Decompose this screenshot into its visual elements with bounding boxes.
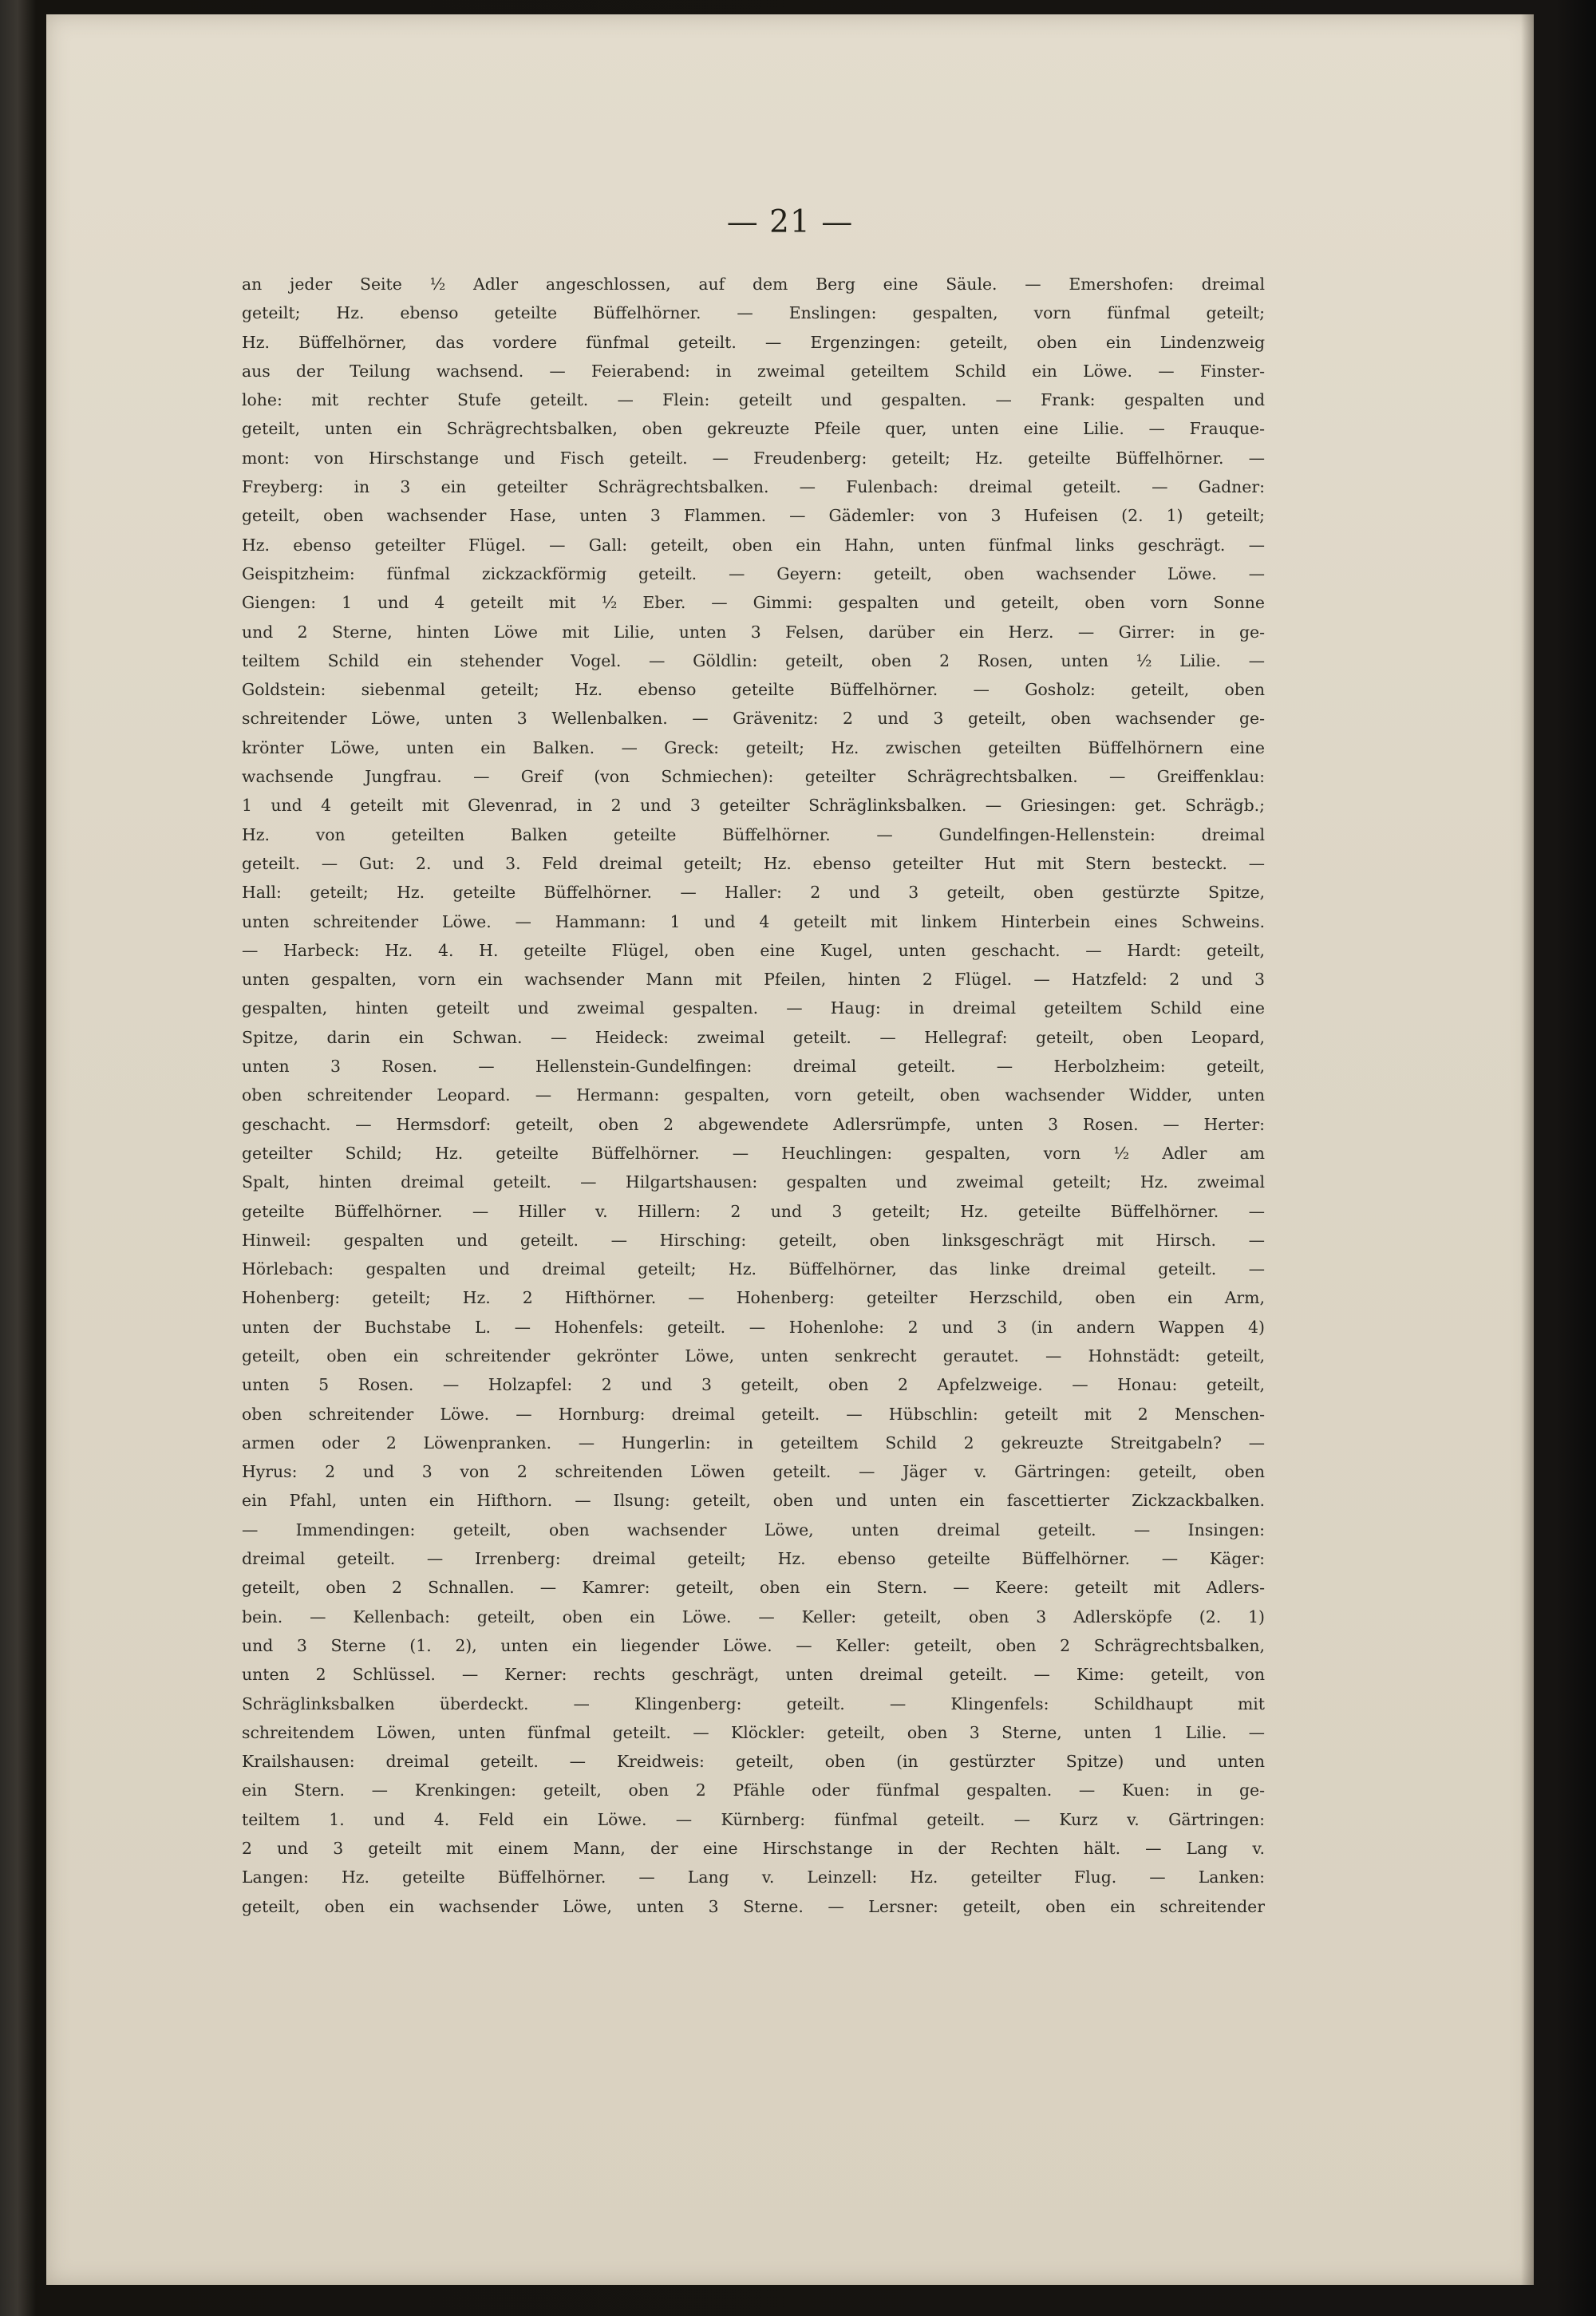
text-line: Spitze, darin ein Schwan. — Heideck: zweimal geteilt. — Hellegraf: geteilt, oben Leopard, <box>242 1027 1265 1047</box>
book-page <box>46 14 1534 2285</box>
text-line: Schräglinksbalken überdeckt. — Klingenberg: geteilt. — Klingenfels: Schildhaupt mit <box>242 1694 1265 1713</box>
text-line: Hz. Büffelhörner, das vordere fünfmal geteilt. — Ergenzingen: geteilt, oben ein Lindenzweig <box>242 332 1265 352</box>
text-line: geteilt, oben ein schreitender gekrönter Löwe, unten senkrecht gerautet. — Hohnstädt: geteilt, <box>242 1346 1265 1365</box>
text-line: unten der Buchstabe L. — Hohenfels: geteilt. — Hohenlohe: 2 und 3 (in andern Wappen 4) <box>242 1317 1265 1337</box>
body-text <box>242 270 1265 1921</box>
text-line: — Immendingen: geteilt, oben wachsender Löwe, unten dreimal geteilt. — Insingen: <box>242 1520 1265 1539</box>
text-line: Langen: Hz. geteilte Büffelhörner. — Lang v. Leinzell: Hz. geteilter Flug. — Lanken: <box>242 1867 1265 1887</box>
text-line: geschacht. — Hermsdorf: geteilt, oben 2 abgewendete Adlersrümpfe, unten 3 Rosen. — Herter: <box>242 1114 1265 1134</box>
text-line: Giengen: 1 und 4 geteilt mit ½ Eber. — Gimmi: gespalten und geteilt, oben vorn Sonne <box>242 593 1265 613</box>
text-line: Spalt, hinten dreimal geteilt. — Hilgartshausen: gespalten und zweimal geteilt; Hz. zweimal <box>242 1172 1265 1192</box>
text-line: ein Pfahl, unten ein Hifthorn. — Ilsung: geteilt, oben und unten ein fascettierter Zickzackbalken. <box>242 1491 1265 1511</box>
text-line: und 2 Sterne, hinten Löwe mit Lilie, unten 3 Felsen, darüber ein Herz. — Girrer: in ge- <box>242 622 1265 642</box>
text-line: geteilter Schild; Hz. geteilte Büffelhörner. — Heuchlingen: gespalten, vorn ½ Adler am <box>242 1143 1265 1163</box>
text-line: wachsende Jungfrau. — Greif (von Schmiechen): geteilter Schrägrechtsbalken. — Greiffenklau: <box>242 767 1265 787</box>
page-edge-shadow <box>1521 14 1534 2285</box>
text-line: Hyrus: 2 und 3 von 2 schreitenden Löwen geteilt. — Jäger v. Gärtringen: geteilt, oben <box>242 1462 1265 1482</box>
text-line: geteilt, oben wachsender Hase, unten 3 Flammen. — Gädemler: von 3 Hufeisen (2. 1) geteilt; <box>242 506 1265 526</box>
page-number: — 21 — <box>726 204 854 240</box>
text-line: Hz. von geteilten Balken geteilte Büffelhörner. — Gundelfingen-Hellenstein: dreimal <box>242 824 1265 844</box>
text-line: dreimal geteilt. — Irrenberg: dreimal geteilt; Hz. ebenso geteilte Büffelhörner. — Käger: <box>242 1549 1265 1569</box>
text-line: und 3 Sterne (1. 2), unten ein liegender Löwe. — Keller: geteilt, oben 2 Schrägrechtsbalken, <box>242 1635 1265 1655</box>
text-line: gespalten, hinten geteilt und zweimal gespalten. — Haug: in dreimal geteiltem Schild eine <box>242 998 1265 1018</box>
text-line: armen oder 2 Löwenpranken. — Hungerlin: in geteiltem Schild 2 gekreuzte Streitgabeln? — <box>242 1433 1265 1452</box>
text-line: Hz. ebenso geteilter Flügel. — Gall: geteilt, oben ein Hahn, unten fünfmal links geschrägt. — <box>242 535 1265 555</box>
text-line: Hohenberg: geteilt; Hz. 2 Hifthörner. — Hohenberg: geteilter Herzschild, oben ein Arm, <box>242 1288 1265 1308</box>
text-line: Freyberg: in 3 ein geteilter Schrägrechtsbalken. — Fulenbach: dreimal geteilt. — Gadner: <box>242 477 1265 497</box>
text-line: unten 3 Rosen. — Hellenstein-Gundelfingen: dreimal geteilt. — Herbolzheim: geteilt, <box>242 1057 1265 1077</box>
text-line: ein Stern. — Krenkingen: geteilt, oben 2 Pfähle oder fünfmal gespalten. — Kuen: in ge- <box>242 1780 1265 1800</box>
text-line: geteilte Büffelhörner. — Hiller v. Hillern: 2 und 3 geteilt; Hz. geteilte Büffelhörner. — <box>242 1201 1265 1221</box>
text-line: Geispitzheim: fünfmal zickzackförmig geteilt. — Geyern: geteilt, oben wachsender Löwe. — <box>242 563 1265 583</box>
text-line: unten 2 Schlüssel. — Kerner: rechts geschrägt, unten dreimal geteilt. — Kime: geteilt, von <box>242 1665 1265 1685</box>
text-line: lohe: mit rechter Stufe geteilt. — Flein: geteilt und gespalten. — Frank: gespalten und <box>242 390 1265 410</box>
text-line: geteilt, oben ein wachsender Löwe, unten 3 Sterne. — Lersner: geteilt, oben ein schreitender <box>242 1896 1265 1916</box>
text-line: Hinweil: gespalten und geteilt. — Hirsching: geteilt, oben linksgeschrägt mit Hirsch. — <box>242 1230 1265 1250</box>
text-line: geteilt. — Gut: 2. und 3. Feld dreimal geteilt; Hz. ebenso geteilter Hut mit Stern besteckt. — <box>242 853 1265 873</box>
text-line: schreitender Löwe, unten 3 Wellenbalken. — Grävenitz: 2 und 3 geteilt, oben wachsender ge- <box>242 709 1265 729</box>
text-line: geteilt, oben 2 Schnallen. — Kamrer: geteilt, oben ein Stern. — Keere: geteilt mit Adlers- <box>242 1578 1265 1598</box>
text-line: Hall: geteilt; Hz. geteilte Büffelhörner. — Haller: 2 und 3 geteilt, oben gestürzte Spitze, <box>242 883 1265 903</box>
text-line: Goldstein: siebenmal geteilt; Hz. ebenso geteilte Büffelhörner. — Gosholz: geteilt, oben <box>242 680 1265 700</box>
text-line: unten gespalten, vorn ein wachsender Mann mit Pfeilen, hinten 2 Flügel. — Hatzfeld: 2 und 3 <box>242 970 1265 990</box>
text-line: geteilt, unten ein Schrägrechtsbalken, oben gekreuzte Pfeile quer, unten eine Lilie. — Frauque- <box>242 419 1265 439</box>
text-line: 2 und 3 geteilt mit einem Mann, der eine Hirschstange in der Rechten hält. — Lang v. <box>242 1839 1265 1859</box>
text-line: Hörlebach: gespalten und dreimal geteilt; Hz. Büffelhörner, das linke dreimal geteilt. — <box>242 1259 1265 1279</box>
text-line: Krailshausen: dreimal geteilt. — Kreidweis: geteilt, oben (in gestürzter Spitze) und unten <box>242 1752 1265 1772</box>
text-line: schreitendem Löwen, unten fünfmal geteilt. — Klöckler: geteilt, oben 3 Sterne, unten 1 Lilie. — <box>242 1722 1265 1742</box>
text-line: aus der Teilung wachsend. — Feierabend: in zweimal geteiltem Schild ein Löwe. — Finster- <box>242 361 1265 381</box>
text-line: — Harbeck: Hz. 4. H. geteilte Flügel, oben eine Kugel, unten geschacht. — Hardt: geteilt, <box>242 940 1265 960</box>
text-line: oben schreitender Leopard. — Hermann: gespalten, vorn geteilt, oben wachsender Widder, unten <box>242 1085 1265 1105</box>
text-line: 1 und 4 geteilt mit Glevenrad, in 2 und 3 geteilter Schräglinksbalken. — Griesingen: get. Schrägb.; <box>242 796 1265 816</box>
text-line: mont: von Hirschstange und Fisch geteilt. — Freudenberg: geteilt; Hz. geteilte Büffelhörner. — <box>242 448 1265 468</box>
text-line: teiltem 1. und 4. Feld ein Löwe. — Kürnberg: fünfmal geteilt. — Kurz v. Gärtringen: <box>242 1809 1265 1829</box>
text-line: geteilt; Hz. ebenso geteilte Büffelhörner. — Enslingen: gespalten, vorn fünfmal geteilt; <box>242 303 1265 323</box>
text-line: oben schreitender Löwe. — Hornburg: dreimal geteilt. — Hübschlin: geteilt mit 2 Menschen- <box>242 1404 1265 1424</box>
text-line: krönter Löwe, unten ein Balken. — Greck: geteilt; Hz. zwischen geteilten Büffelhörnern eine <box>242 737 1265 757</box>
text-line: bein. — Kellenbach: geteilt, oben ein Löwe. — Keller: geteilt, oben 3 Adlersköpfe (2. 1) <box>242 1607 1265 1626</box>
text-line: unten schreitender Löwe. — Hammann: 1 und 4 geteilt mit linkem Hinterbein eines Schweins. <box>242 911 1265 931</box>
text-line: teiltem Schild ein stehender Vogel. — Göldlin: geteilt, oben 2 Rosen, unten ½ Lilie. — <box>242 650 1265 670</box>
text-line: an jeder Seite ½ Adler angeschlossen, auf dem Berg eine Säule. — Emershofen: dreimal <box>242 275 1265 294</box>
text-line: unten 5 Rosen. — Holzapfel: 2 und 3 geteilt, oben 2 Apfelzweige. — Honau: geteilt, <box>242 1375 1265 1395</box>
